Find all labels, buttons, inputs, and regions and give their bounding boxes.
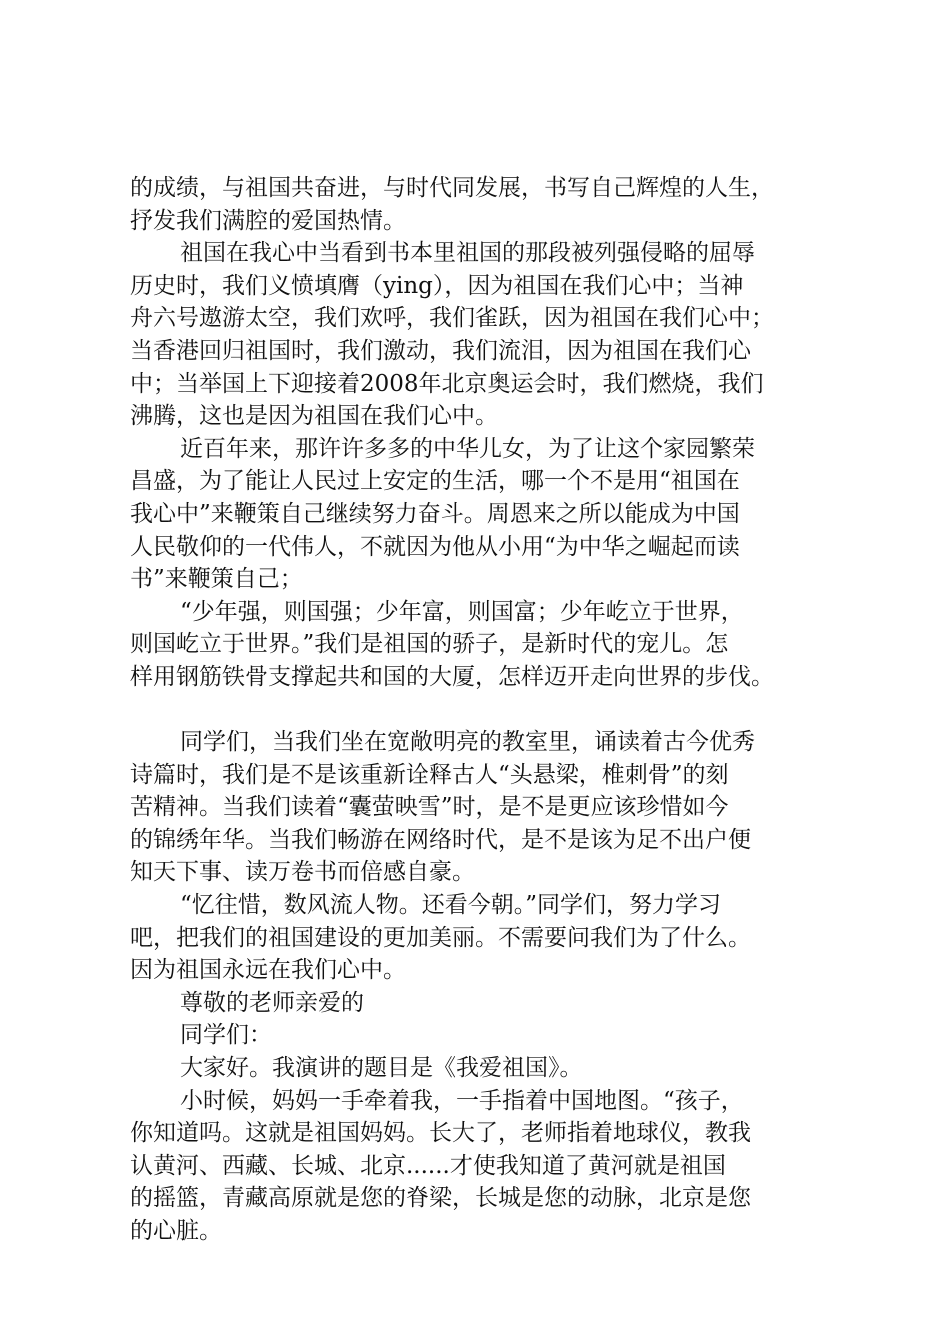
text-line: 舟六号遨游太空，我们欢呼，我们雀跃，因为祖国在我们心中； [130, 305, 774, 332]
text-line: 人民敬仰的一代伟人，不就因为他从小用“为中华之崛起而读 [130, 533, 740, 560]
text-line: 的心脏。 [130, 1218, 222, 1244]
text-line: 书”来鞭策自己； [130, 566, 303, 593]
text-line: 祖国在我心中当看到书本里祖国的那段被列强侵略的屈辱 [180, 240, 755, 267]
text-line: 的成绩，与祖国共奋进，与时代同发展，书写自己辉煌的人生， [130, 175, 774, 201]
text-line: 尊敬的老师亲爱的 [180, 989, 364, 1016]
text-line: 因为祖国永远在我们心中。 [130, 957, 406, 984]
text-line: 抒发我们满腔的爱国热情。 [130, 207, 406, 234]
text-line: “少年强，则国强；少年富，则国富；少年屹立于世界， [180, 598, 744, 625]
text-line: 苦精神。当我们读着“囊萤映雪”时，是不是更应该珍惜如今 [130, 794, 729, 821]
text-line: 沸腾，这也是因为祖国在我们心中。 [130, 403, 498, 430]
text-line: 昌盛，为了能让人民过上安定的生活，哪一个不是用“祖国在 [130, 468, 740, 495]
text-line: 吧，把我们的祖国建设的更加美丽。不需要问我们为了什么。 [130, 924, 751, 951]
document-body [130, 172, 850, 1248]
text-line: 的锦绣年华。当我们畅游在网络时代，是不是该为足不出户便 [130, 826, 751, 853]
text-line: 同学们，当我们坐在宽敞明亮的教室里，诵读着古今优秀 [180, 729, 755, 756]
text-line: 中；当举国上下迎接着2008年北京奥运会时，我们燃烧，我们 [130, 370, 764, 397]
text-line: 近百年来，那许许多多的中华儿女，为了让这个家园繁荣 [180, 435, 755, 462]
text-line: 认黄河、西藏、长城、北京......才使我知道了黄河就是祖国 [130, 1152, 726, 1179]
text-line: 你知道吗。这就是祖国妈妈。长大了，老师指着地球仪，教我 [130, 1120, 751, 1147]
text-line: 我心中”来鞭策自己继续努力奋斗。周恩来之所以能成为中国 [130, 500, 740, 527]
text-line: “忆往惜，数风流人物。还看今朝。”同学们，努力学习 [180, 892, 722, 919]
text-line: 当香港回归祖国时，我们激动，我们流泪，因为祖国在我们心 [130, 337, 751, 364]
text-line: 历史时，我们义愤填膺（ying），因为祖国在我们心中；当神 [130, 272, 744, 299]
text-line: 大家好。我演讲的题目是《我爱祖国》。 [180, 1055, 583, 1082]
text-line: 样用钢筋铁骨支撑起共和国的大厦，怎样迈开走向世界的步伐。 [130, 663, 774, 690]
text-line: 则国屹立于世界。”我们是祖国的骄子，是新时代的宠儿。怎 [130, 631, 729, 658]
text-line: 小时候，妈妈一手牵着我，一手指着中国地图。“孩子， [180, 1087, 744, 1114]
text-line: 同学们： [180, 1022, 272, 1049]
blank-line [130, 694, 850, 727]
text-line: 诗篇时，我们是不是该重新诠释古人“头悬梁，椎刺骨”的刻 [130, 761, 729, 788]
text-line: 知天下事、读万卷书而倍感自豪。 [130, 859, 475, 886]
text-line: 的摇篮，青藏高原就是您的脊梁，长城是您的动脉，北京是您 [130, 1185, 751, 1212]
